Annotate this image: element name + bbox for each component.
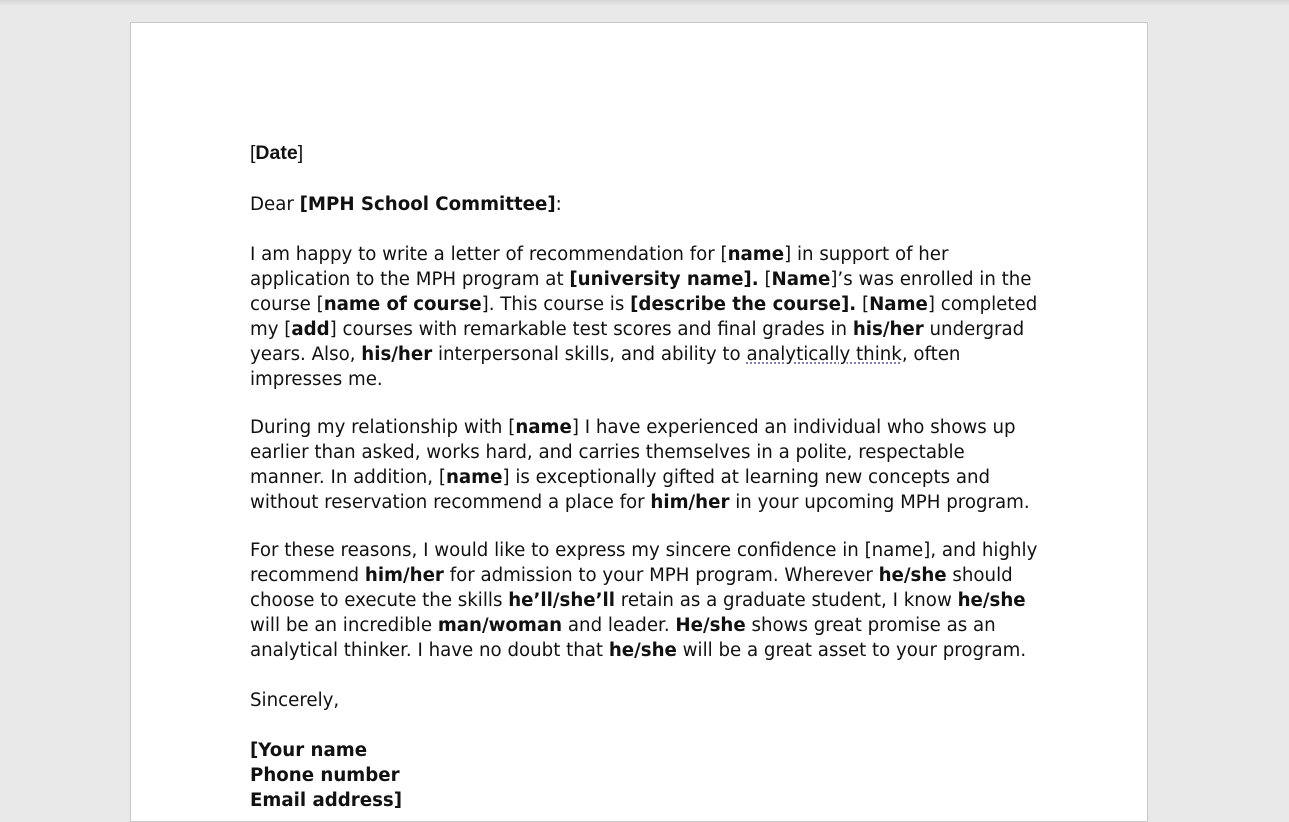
signature-email: Email address] [250, 790, 403, 811]
paragraph-recommendation: For these reasons, I would like to express my sincere confidence in [name], and highly recommend him/her for admission to your MPH program. Wherever he/she should choose to execute the skills he’ll/she’ll retain as a graduate student, I know he/she will be an incredible man/woman and leader. He/she shows great promise as an analytical thinker. I have no doubt that he/she will be a great asset to your program. [250, 540, 1038, 661]
window-top-shadow [0, 0, 1289, 6]
signature-phone: Phone number [250, 765, 400, 786]
letter-body[interactable] [250, 141, 1040, 813]
salutation: Dear [MPH School Committee]: [250, 194, 562, 215]
signature-block [250, 738, 1040, 813]
paragraph-relationship: During my relationship with [name] I have experienced an individual who shows up earlier than asked, works hard, and carries themselves in a polite, respectable manner. In addition, [name] is exceptionally gifted at learning new concepts and without reservation recommend a place for him/her in your upcoming MPH program. [250, 417, 1030, 513]
grammar-suggestion[interactable]: analytically think [746, 344, 902, 365]
date-line: [Date] [250, 142, 304, 164]
document-page[interactable] [130, 22, 1148, 822]
signature-name: [Your name [250, 740, 368, 761]
closing: Sincerely, [250, 690, 340, 711]
paragraph-introduction: I am happy to write a letter of recommendation for [name] in support of her application to the MPH program at [university name]. [Name]’s was enrolled in the course [name of course]. This course is [describe the course]. [Name] completed my [add] courses with remarkable test scores and final grades in his/her undergrad years. Also, his/her interpersonal skills, and ability to analytically think, often impresses me. [250, 244, 1038, 390]
